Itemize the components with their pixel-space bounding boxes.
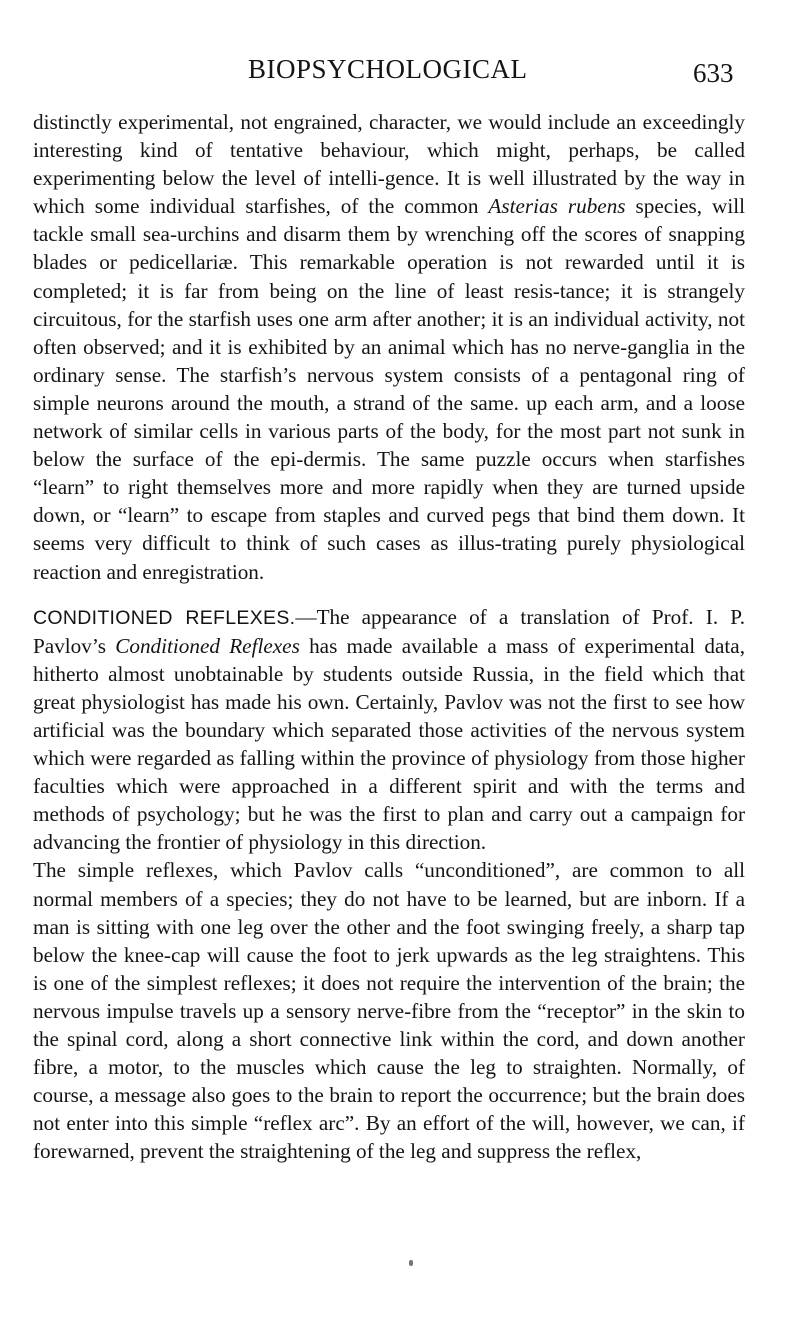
printer-mark [409, 1260, 413, 1266]
paragraph-text: The simple reflexes, which Pavlov calls “unconditioned”, are common to all normal members of a species; they do not have to be learned, but are inborn. If a man is sitting with one leg over the other and the foot swinging freely, a sharp tap below the knee-cap will cause the foot to jerk upwards as the leg straightens. This is one of the simplest reflexes; it does not require the intervention of the brain; the nervous impulse travels up a sensory nerve-fibre from the “receptor” in the skin to the spinal cord, along a short connective link within the cord, and down another fibre, a motor, to the muscles which cause the leg to straighten. Normally, of course, a message also goes to the brain to report the occurrence; but the brain does not enter into this simple “reflex arc”. By an effort of the will, however, we can, if forewarned, prevent the straightening of the leg and suppress the reflex, [33, 858, 745, 1164]
species-name: Asterias rubens [488, 194, 626, 219]
paragraph-text: species, will tackle small sea-urchins and disarm them by wrenching off the scores of snapping blades or pedicellariæ. This remarkable operation is not rewarded until it is completed; it is far from being on the line of least resis-tance; it is strangely circuitous, for the starfish uses one arm after another; it is an individual activity, not often observed; and it is exhibited by an animal which has no nerve-ganglia in the ordinary sense. The starfish’s nervous system consists of a pentagonal ring of simple neurons around the mouth, a strand of the same. up each arm, and a loose network of similar cells in various parts of the body, for the most part not sunk in below the surface of the epi-dermis. The same puzzle occurs when starfishes “learn” to right themselves more and more rapidly when they are turned upside down, or “learn” to escape from staples and curved pegs that bind them down. It seems very difficult to think of such cases as illus-trating purely physiological reaction and enregistration. [33, 194, 745, 584]
paragraph-starfish [33, 108, 745, 586]
paragraph-text: has made available a mass of experimental data, hitherto almost unobtainable by students outside Russia, in the field which that great physiologist has made his own. Certainly, Pavlov was not the first to see how artificial was the boundary which separated those activities of the nervous system which were regarded as falling within the province of physiology from those higher faculties which were approached in a different spirit and with the terms and methods of psychology; but he was the first to plan and carry out a campaign for advancing the frontier of physiology in this direction. [33, 633, 745, 855]
paragraph-text: distinctly experimental, not engrained, character, we would include an exceedingly interesting kind of tentative behaviour, which might, perhaps, be called experimenting below the level of intelli-gence. It is well illustrated by the way in which some individual starfishes, of the common [33, 110, 745, 219]
paragraph-conditioned-reflexes [33, 603, 745, 857]
page-header [0, 54, 801, 94]
page-number: 633 [693, 58, 734, 88]
paragraph-simple-reflexes [33, 856, 745, 1165]
running-head: BIOPSYCHOLOGICAL [248, 54, 528, 84]
book-title: Conditioned Reflexes [115, 633, 300, 658]
paragraph-text: —The appearance of a translation of Prof. I. P. Pavlov’s [33, 604, 745, 658]
page-body [33, 108, 745, 1165]
section-heading: CONDITIONED REFLEXES. [33, 606, 296, 629]
